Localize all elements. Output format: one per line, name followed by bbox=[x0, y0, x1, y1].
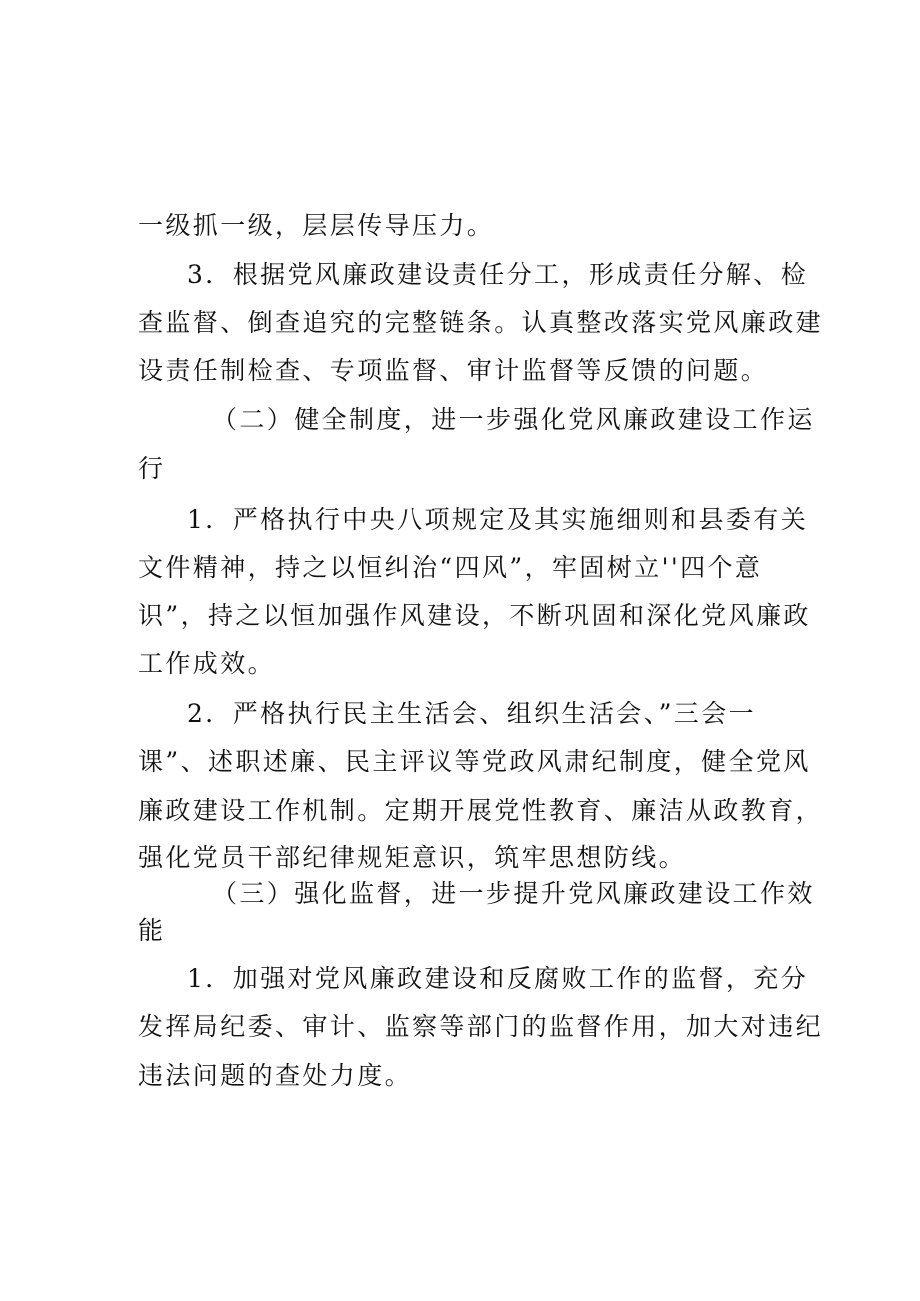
section-heading-2: （二）健全制度，进一步强化党风廉政建设工作运 bbox=[212, 405, 815, 434]
text-line: 课”、述职述廉、民主评议等党政风肃纪制度，健全党风 bbox=[138, 747, 811, 776]
text-line: 识”，持之以恒加强作风建设，不断巩固和深化党风廉政 bbox=[138, 601, 811, 630]
text-line: 查监督、倒查追究的完整链条。认真整改落实党风廉政建 bbox=[138, 308, 824, 337]
section-heading-3-cont: 能 bbox=[138, 916, 166, 945]
list-item-3: 3．根据党风廉政建设责任分工，形成责任分解、检 bbox=[187, 260, 809, 289]
text-line: 廉政建设工作机制。定期开展党性教育、廉洁从政教育， bbox=[138, 796, 824, 825]
list-item-1: 1．加强对党风廉政建设和反腐败工作的监督，充分 bbox=[187, 964, 809, 993]
text-line: 设责任制检查、专项监督、审计监督等反馈的问题。 bbox=[138, 356, 769, 385]
text-line: 违法问题的查处力度。 bbox=[138, 1061, 413, 1090]
text-line: 强化党员干部纪律规矩意识，筑牢思想防线。 bbox=[138, 843, 687, 872]
section-heading-3: （三）强化监督，进一步提升党风廉政建设工作效 bbox=[212, 879, 815, 908]
text-line: 文件精神，持之以恒纠治“四风”，牢固树立''四个意 bbox=[138, 553, 763, 582]
list-item-1: 1．严格执行中央八项规定及其实施细则和县委有关 bbox=[187, 505, 809, 534]
list-item-2: 2．严格执行民主生活会、组织生活会、”三会一 bbox=[187, 699, 756, 728]
section-heading-2-cont: 行 bbox=[138, 454, 166, 483]
text-line: 工作成效。 bbox=[138, 649, 276, 678]
text-line: 发挥局纪委、审计、监察等部门的监督作用，加大对违纪 bbox=[138, 1012, 824, 1041]
text-line: 一级抓一级，层层传导压力。 bbox=[138, 211, 495, 240]
